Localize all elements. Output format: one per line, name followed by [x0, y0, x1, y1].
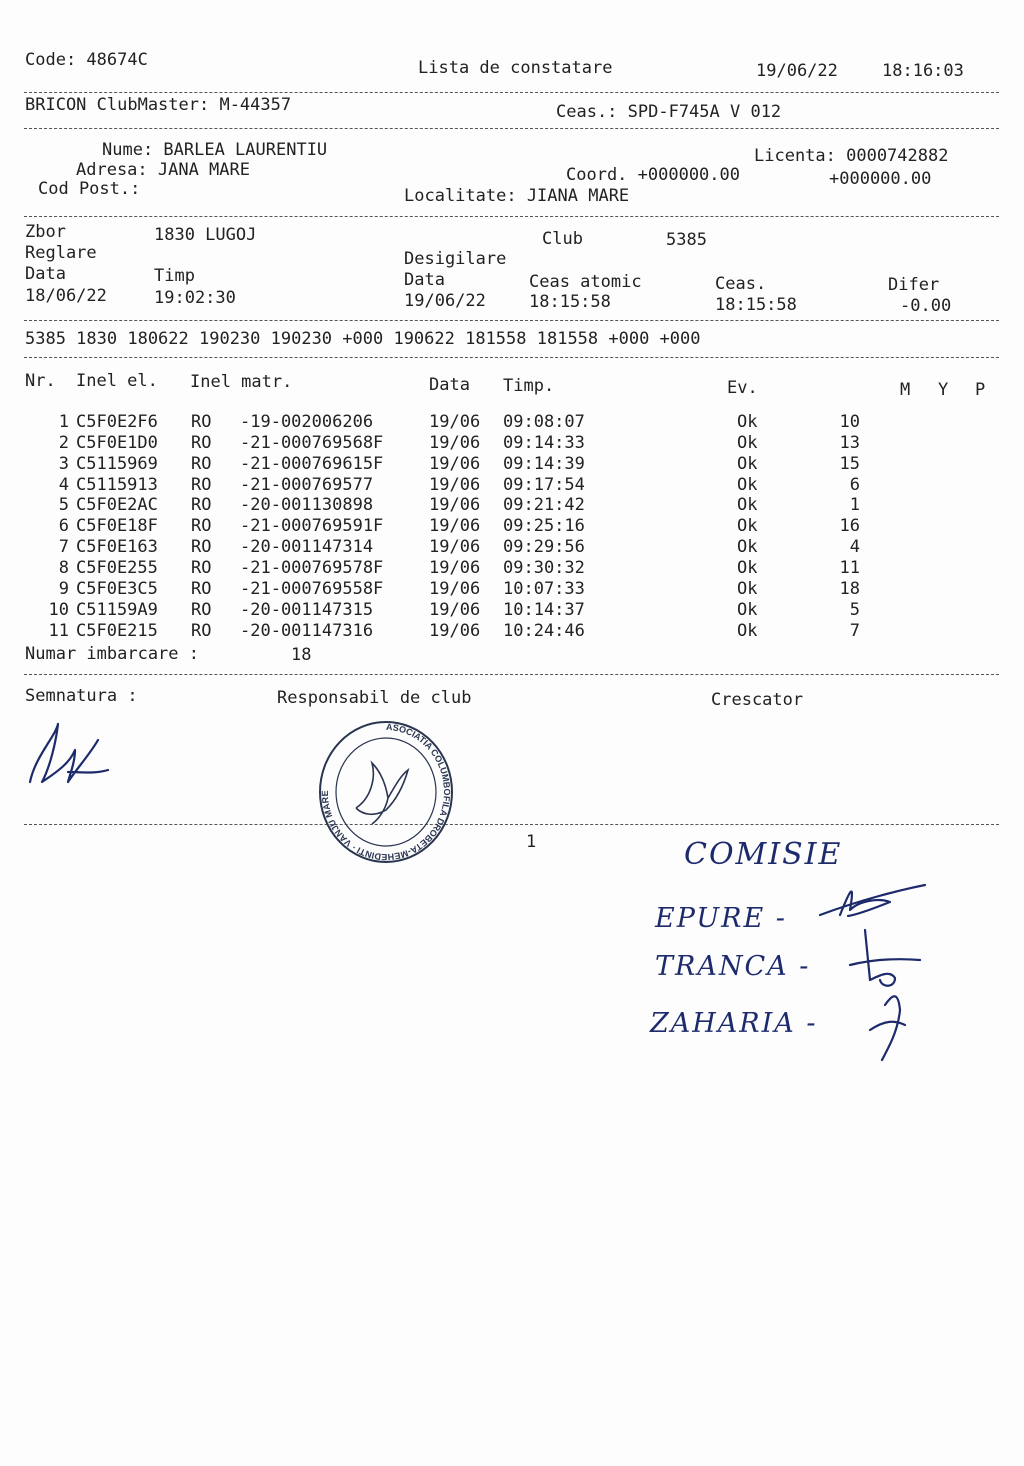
cell-val: 13	[839, 432, 860, 453]
cell-ev: Ok	[737, 620, 758, 641]
club-value: 5385	[666, 230, 707, 250]
col-p: P	[975, 380, 986, 400]
cell-val: 15	[839, 453, 860, 474]
cell-val: 1	[849, 495, 860, 516]
cell-tara: RO	[191, 495, 212, 516]
cell-inel-el: C5115913	[76, 474, 158, 495]
cell-nr: 2	[58, 432, 69, 453]
cell-data: 19/06	[429, 599, 481, 620]
col-inel-el: Inel el.	[76, 371, 158, 391]
col-ev: Ev.	[727, 378, 758, 398]
owner-address: Adresa: JANA MARE	[76, 160, 250, 180]
flight-value: 1830 LUGOJ	[154, 225, 257, 245]
cell-nr: 8	[58, 557, 69, 578]
cell-val: 11	[839, 557, 860, 578]
desigilare-date: 19/06/22	[404, 291, 486, 311]
cell-val: 10	[839, 412, 860, 432]
cell-inel-el: C5F0E3C5	[76, 578, 158, 599]
embark-label: Numar imbarcare :	[25, 644, 199, 664]
cell-nr: 1	[58, 412, 69, 432]
document-title: Lista de constatare	[418, 58, 613, 78]
difer-label: Difer	[888, 275, 940, 295]
col-inel-matr: Inel matr.	[190, 372, 293, 392]
commission-member-3: ZAHARIA -	[650, 1008, 818, 1039]
code-line: 5385 1830 180622 190230 190230 +000 190622 181558 181558 +000 +000	[25, 329, 701, 349]
owner-licence: Licenta: 0000742882	[754, 146, 949, 166]
clock-time: 18:15:58	[715, 295, 797, 315]
desigilare-label: Desigilare	[404, 249, 507, 269]
reglare-time: 19:02:30	[154, 288, 236, 308]
cell-ev: Ok	[737, 578, 758, 599]
cell-ev: Ok	[737, 495, 758, 516]
cell-inel-el: C5F0E255	[76, 557, 158, 578]
cell-matr: -21-000769578F	[240, 557, 384, 578]
cell-nr: 10	[48, 599, 69, 620]
cell-data: 19/06	[429, 578, 481, 599]
system-id: BRICON ClubMaster: M-44357	[25, 95, 292, 115]
reglare-label: Reglare	[25, 243, 97, 263]
difference-value: -0.00	[900, 296, 952, 316]
col-data: Data	[429, 375, 470, 395]
cell-nr: 6	[58, 516, 69, 537]
cell-tara: RO	[191, 453, 212, 474]
cell-matr: -21-000769615F	[240, 453, 384, 474]
cell-matr: -21-000769568F	[240, 432, 384, 453]
cell-tara: RO	[191, 516, 212, 537]
cell-nr: 3	[58, 453, 69, 474]
cell-timp: 10:24:46	[503, 620, 585, 641]
data-label-2: Data	[404, 270, 445, 290]
commission-member-1: EPURE -	[655, 903, 787, 934]
commission-signatures	[800, 870, 940, 1070]
separator	[24, 824, 999, 825]
document-code: Code: 48674C	[25, 50, 148, 70]
cell-matr: -21-000769577	[240, 474, 374, 495]
cell-matr: -20-001147316	[240, 620, 374, 641]
separator	[24, 92, 999, 93]
cell-tara: RO	[191, 474, 212, 495]
separator	[24, 216, 999, 217]
cell-val: 16	[839, 516, 860, 537]
commission-title: COMISIE	[684, 837, 843, 872]
col-timp: Timp.	[503, 376, 555, 396]
club-label: Club	[542, 229, 583, 249]
page-number: 1	[526, 832, 537, 852]
cell-data: 19/06	[429, 412, 481, 432]
cell-data: 19/06	[429, 620, 481, 641]
owner-coord2: +000000.00	[829, 169, 932, 189]
cell-nr: 5	[58, 495, 69, 516]
handwritten-signature	[20, 712, 120, 792]
cell-inel-el: C5115969	[76, 453, 158, 474]
breeder-label: Crescator	[711, 690, 804, 710]
cell-matr: -20-001147315	[240, 599, 374, 620]
cell-inel-el: C5F0E1D0	[76, 432, 158, 453]
cell-tara: RO	[191, 412, 212, 432]
cell-matr: -20-001130898	[240, 495, 374, 516]
stamp-text: ASOCIATIA COLUMBOFILA DROBETA-MEHEDINTI · VÂNJU MARE	[319, 721, 452, 863]
owner-name: Nume: BARLEA LAURENTIU	[102, 140, 328, 160]
separator	[24, 357, 999, 358]
separator	[24, 128, 999, 129]
cell-data: 19/06	[429, 495, 481, 516]
cell-data: 19/06	[429, 453, 481, 474]
club-stamp	[316, 718, 456, 866]
atomic-time: 18:15:58	[529, 292, 611, 312]
cell-ev: Ok	[737, 412, 758, 432]
cell-data: 19/06	[429, 474, 481, 495]
cell-tara: RO	[191, 432, 212, 453]
print-time: 18:16:03	[882, 61, 964, 81]
cell-val: 18	[839, 578, 860, 599]
cell-timp: 09:08:07	[503, 412, 585, 432]
owner-locality: Localitate: JIANA MARE	[404, 186, 630, 206]
cell-timp: 09:30:32	[503, 557, 585, 578]
cell-ev: Ok	[737, 516, 758, 537]
cell-timp: 10:14:37	[503, 599, 585, 620]
cell-tara: RO	[191, 599, 212, 620]
flight-label: Zbor	[25, 222, 66, 242]
cell-val: 7	[849, 620, 860, 641]
cell-nr: 7	[58, 537, 69, 558]
cell-inel-el: C5F0E2AC	[76, 495, 158, 516]
timp-label: Timp	[154, 266, 195, 286]
cell-inel-el: C5F0E2F6	[76, 412, 158, 432]
cell-matr: -19-002006206	[240, 412, 374, 432]
cell-data: 19/06	[429, 537, 481, 558]
cell-timp: 09:14:39	[503, 453, 585, 474]
separator	[24, 320, 999, 321]
cell-data: 19/06	[429, 432, 481, 453]
cell-val: 4	[849, 537, 860, 558]
separator	[24, 674, 999, 675]
cell-ev: Ok	[737, 474, 758, 495]
cell-matr: -20-001147314	[240, 537, 374, 558]
cell-inel-el: C51159A9	[76, 599, 158, 620]
cell-data: 19/06	[429, 557, 481, 578]
signature-label: Semnatura :	[25, 686, 138, 706]
cell-inel-el: C5F0E18F	[76, 516, 158, 537]
data-label: Data	[25, 264, 66, 284]
cell-data: 19/06	[429, 516, 481, 537]
cell-ev: Ok	[737, 537, 758, 558]
cell-nr: 4	[58, 474, 69, 495]
cell-tara: RO	[191, 578, 212, 599]
cell-inel-el: C5F0E163	[76, 537, 158, 558]
col-nr: Nr.	[25, 371, 56, 391]
cell-timp: 09:17:54	[503, 474, 585, 495]
ceas-label: Ceas.	[715, 274, 767, 294]
cell-tara: RO	[191, 557, 212, 578]
cell-timp: 10:07:33	[503, 578, 585, 599]
cell-ev: Ok	[737, 599, 758, 620]
reglare-date: 18/06/22	[25, 286, 107, 306]
cell-tara: RO	[191, 537, 212, 558]
owner-coord: Coord. +000000.00	[566, 165, 740, 185]
owner-postcode: Cod Post.:	[38, 179, 141, 199]
ceas-atomic-label: Ceas atomic	[529, 272, 642, 292]
cell-nr: 11	[48, 620, 69, 641]
dove-icon	[356, 763, 408, 824]
cell-ev: Ok	[737, 432, 758, 453]
cell-matr: -21-000769558F	[240, 578, 384, 599]
cell-matr: -21-000769591F	[240, 516, 384, 537]
cell-tara: RO	[191, 620, 212, 641]
cell-ev: Ok	[737, 557, 758, 578]
cell-timp: 09:14:33	[503, 432, 585, 453]
club-responsible-label: Responsabil de club	[277, 688, 472, 708]
cell-ev: Ok	[737, 453, 758, 474]
cell-nr: 9	[58, 578, 69, 599]
print-date: 19/06/22	[756, 61, 838, 81]
col-y: Y	[938, 380, 949, 400]
cell-inel-el: C5F0E215	[76, 620, 158, 641]
cell-timp: 09:29:56	[503, 537, 585, 558]
commission-member-2: TRANCA -	[655, 951, 811, 982]
clock-id: Ceas.: SPD-F745A V 012	[556, 102, 782, 122]
cell-val: 6	[849, 474, 860, 495]
embark-value: 18	[291, 645, 312, 665]
cell-val: 5	[849, 599, 860, 620]
col-m: M	[900, 380, 911, 400]
cell-timp: 09:21:42	[503, 495, 585, 516]
cell-timp: 09:25:16	[503, 516, 585, 537]
